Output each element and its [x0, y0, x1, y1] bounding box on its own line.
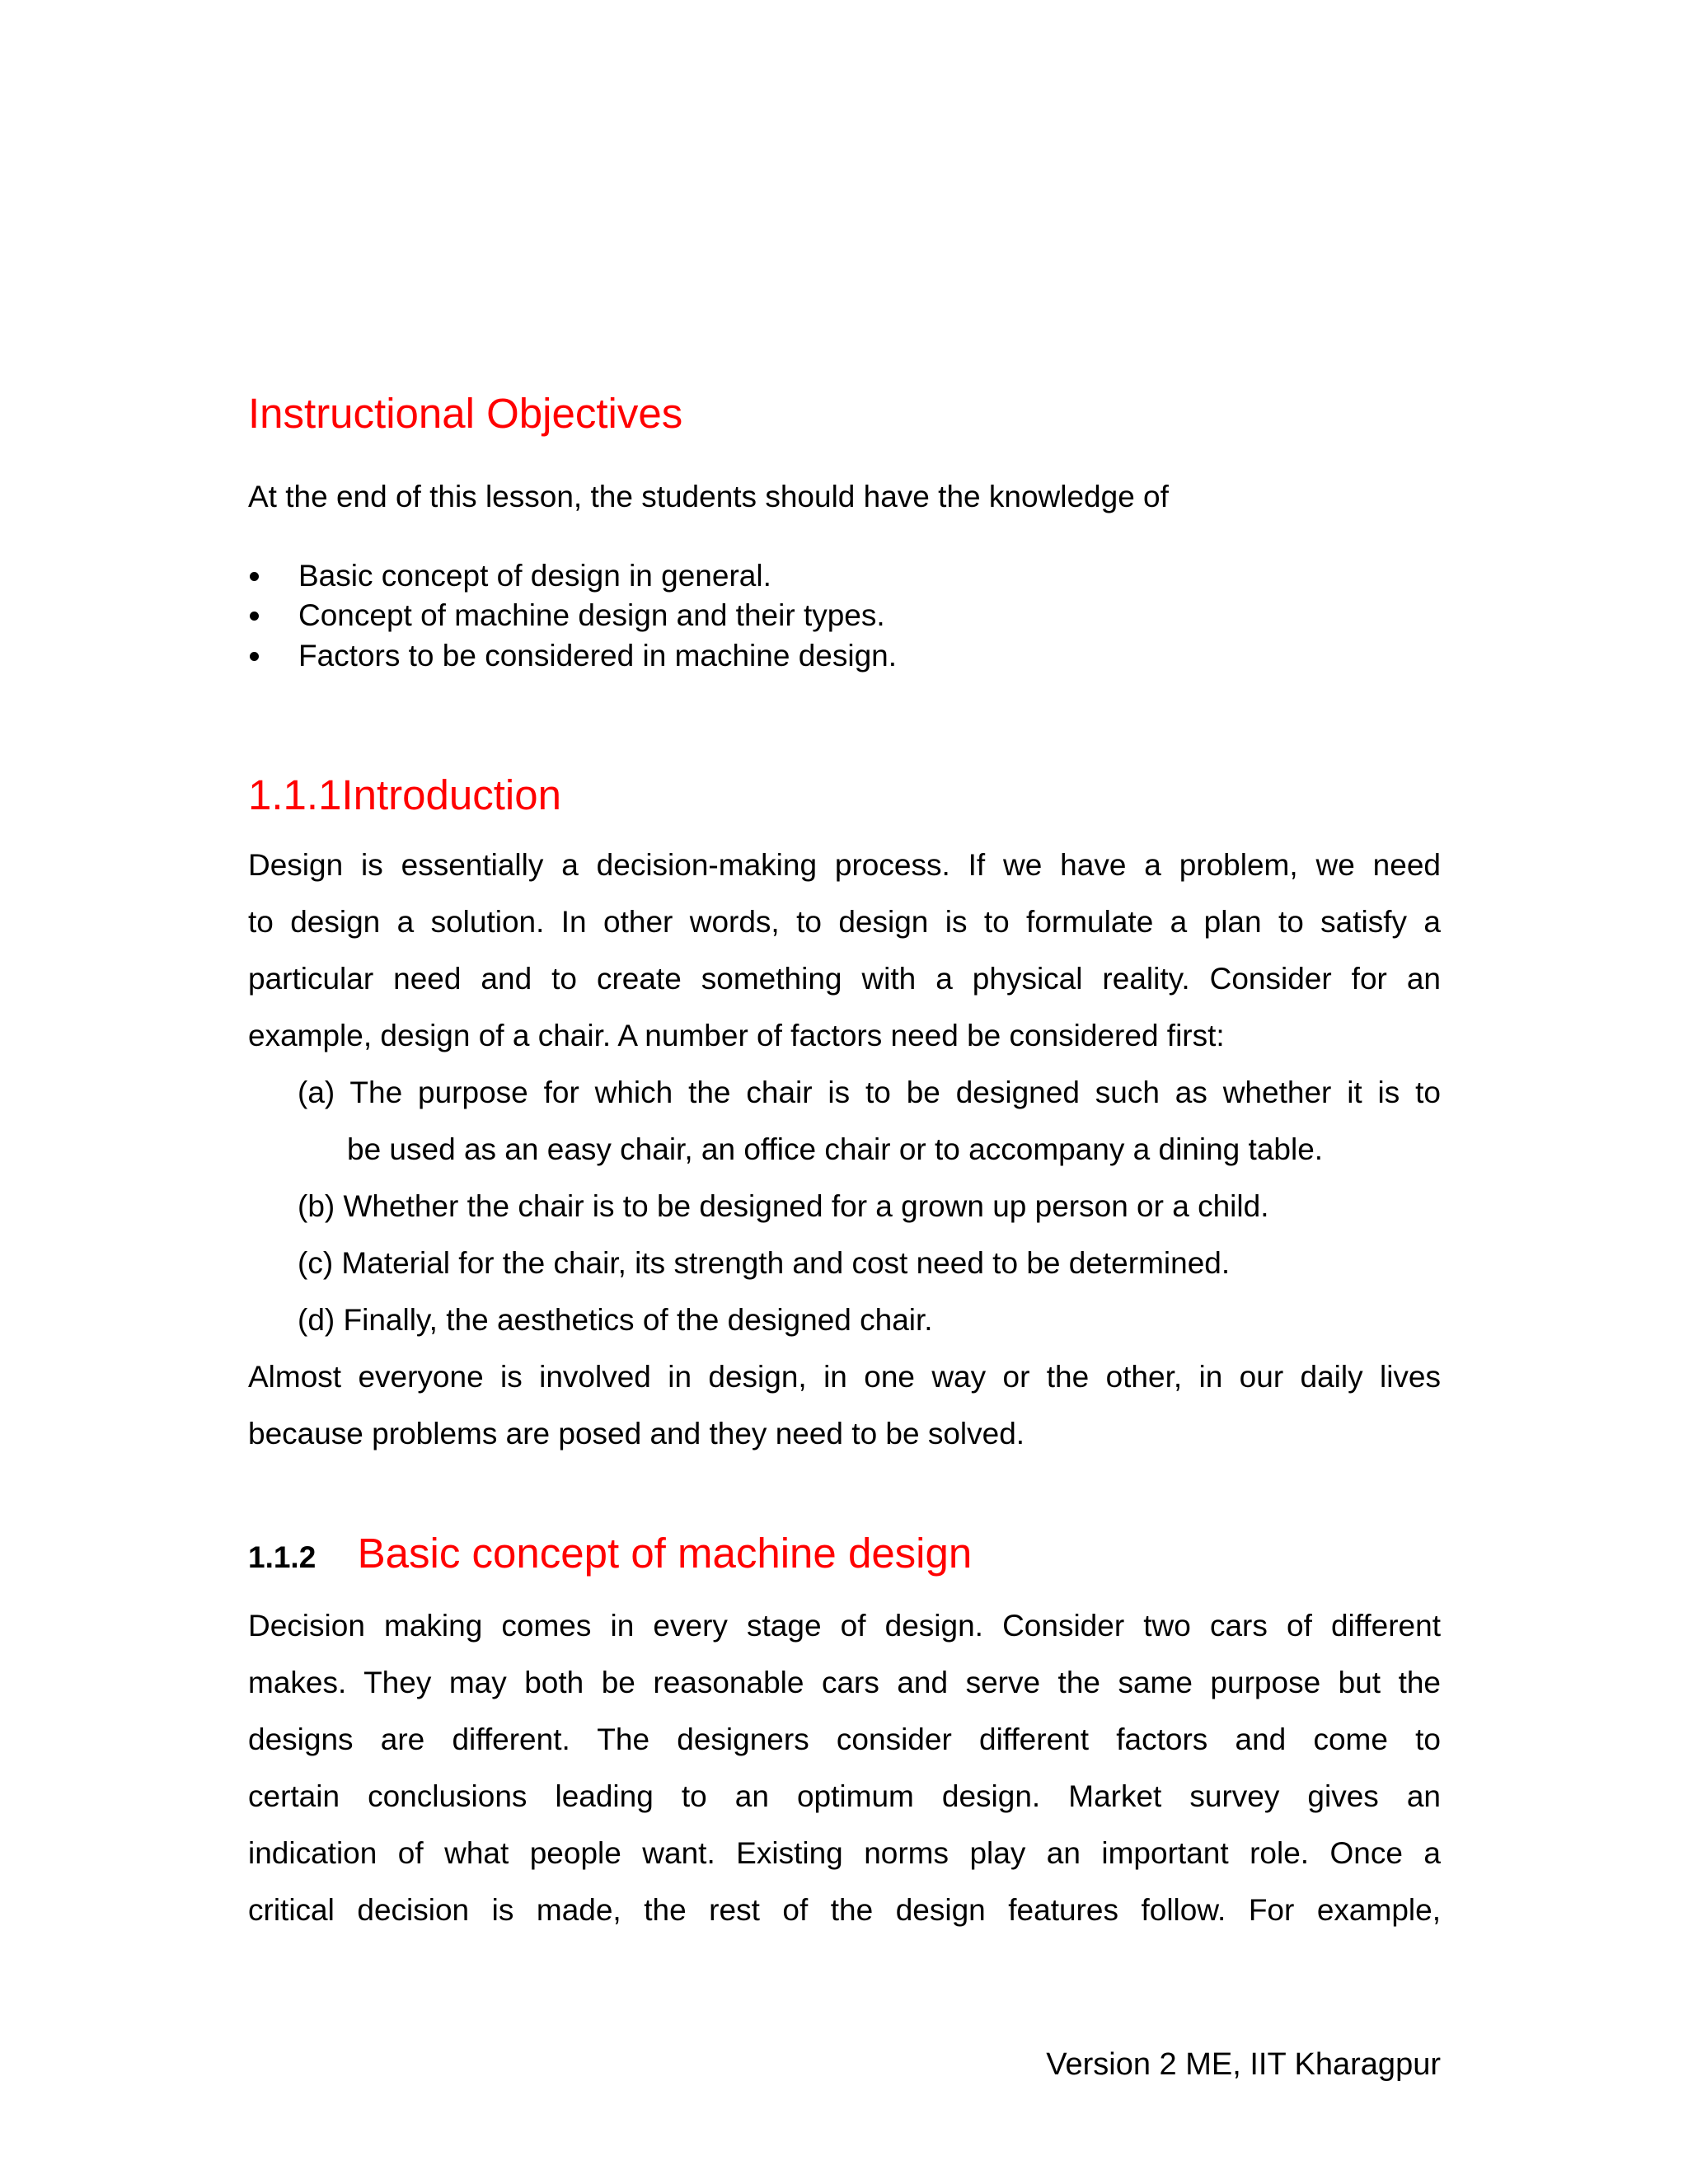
machine-design-line: certain conclusions leading to an optimum design. Market survey gives an [248, 1779, 1441, 1813]
objective-item-text: Basic concept of design in general. [298, 559, 771, 593]
factor-d: (d) Finally, the aesthetics of the designed chair. [298, 1303, 933, 1337]
bullet-icon [250, 652, 259, 661]
closing-line: because problems are posed and they need to be solved. [248, 1417, 1025, 1451]
closing-line: Almost everyone is involved in design, in one way or the other, in our daily lives [248, 1360, 1441, 1394]
introduction-line: to design a solution. In other words, to design is to formulate a plan to satisfy a [248, 905, 1441, 939]
introduction-heading: 1.1.1Introduction [248, 771, 561, 818]
bullet-icon [250, 572, 259, 581]
page-footer: Version 2 ME, IIT Kharagpur [1046, 2047, 1441, 2082]
factor-a-line: (a) The purpose for which the chair is to be designed such as whether it is to [298, 1076, 1441, 1109]
machine-design-line: Decision making comes in every stage of design. Consider two cars of different [248, 1609, 1441, 1643]
factor-c: (c) Material for the chair, its strength and cost need to be determined. [298, 1246, 1231, 1280]
machine-design-line: critical decision is made, the rest of the design features follow. For example, [248, 1893, 1441, 1927]
introduction-line: example, design of a chair. A number of factors need be considered first: [248, 1019, 1225, 1052]
machine-design-title: Basic concept of machine design [357, 1530, 973, 1577]
introduction-line: particular need and to create something with a physical reality. Consider for an [248, 962, 1441, 996]
objectives-intro: At the end of this lesson, the students should have the knowledge of [248, 480, 1169, 513]
machine-design-line: indication of what people want. Existing norms play an important role. Once a [248, 1836, 1441, 1870]
introduction-line: Design is essentially a decision-making process. If we have a problem, we need [248, 848, 1441, 882]
bullet-icon [250, 612, 259, 621]
machine-design-line: designs are different. The designers consider different factors and come to [248, 1722, 1441, 1756]
objective-item-text: Concept of machine design and their types. [298, 598, 885, 632]
machine-design-heading [248, 1529, 972, 1582]
objective-item-text: Factors to be considered in machine design. [298, 639, 898, 673]
factor-a-continuation: be used as an easy chair, an office chair or to accompany a dining table. [347, 1132, 1324, 1166]
factor-b: (b) Whether the chair is to be designed for a grown up person or a child. [298, 1189, 1269, 1223]
machine-design-line: makes. They may both be reasonable cars and serve the same purpose but the [248, 1666, 1441, 1699]
objectives-heading: Instructional Objectives [248, 390, 683, 437]
section-number: 1.1.2 [248, 1540, 316, 1574]
